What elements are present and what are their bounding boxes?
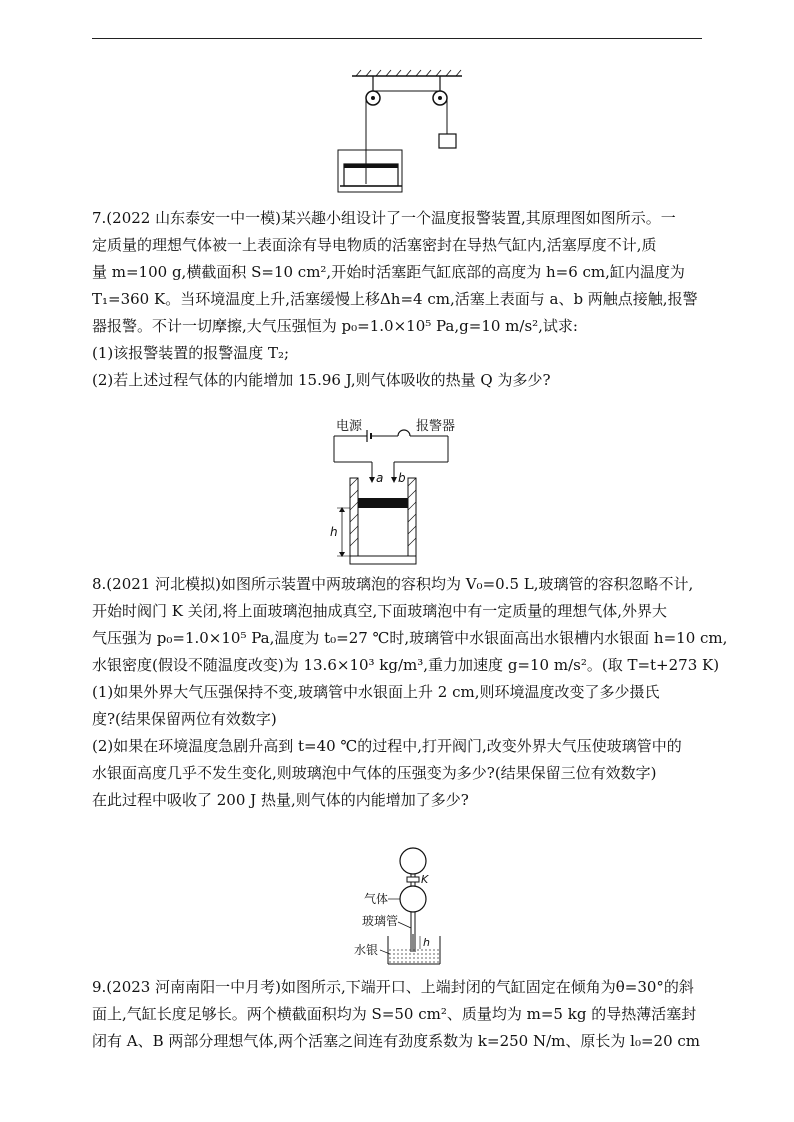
lower-bulb — [400, 886, 426, 912]
upper-bulb — [400, 848, 426, 874]
valve-label: K — [421, 873, 429, 886]
hanging-weight — [439, 134, 456, 148]
glass-tube-label: 玻璃管 — [362, 914, 399, 928]
alarm-label: 报警器 — [416, 419, 456, 434]
contact-b-label: b — [398, 471, 406, 485]
gas-label: 气体 — [364, 892, 389, 906]
power-source-label: 电源 — [336, 419, 363, 434]
header-rule — [92, 38, 702, 39]
question-9: 9.(2023 河南南阳一中月考)如图所示,下端开口、上端封闭的气缸固定在倾角为θ=30°的斜 面上,气缸长度足够长。两个横截面积均为 S=50 cm²、质量均为 m=5 kg 的导热薄活塞封 闭有 A、B 两部分理想气体,两个活塞之间连有劲度系数为 k=250 N/m、原长为 l₀=20 cm — [92, 978, 701, 1050]
question-8: 8.(2021 河北模拟)如图所示装置中两玻璃泡的容积均为 V₀=0.5 L,玻璃管的容积忽略不计, 开始时阀门 K 关闭,将上面玻璃泡抽成真空,下面玻璃泡中有一定质量的理想气体,外界大 气压强为 p₀=1.0×10⁵ Pa,温度为 t₀=27 ℃时,玻璃管中水银面高出水银槽内水银面 h=10 cm, 水银密度(假设不随温度改变)为 13.6×10³ kg/m³,重力加速度 g=10 m/s²。(取 T=t+273 K) (1)如果外界大气压强保持不变,玻璃管中水银面上升 2 cm,则环境温度改变了多少摄氏 度?(结果保留两位有效数字) (2)如果在环境温度急剧升高到 t=40 ℃的过程中,打开阀门,改变外界大气压使玻璃管中的 水银面高度几乎不发生变化,则玻璃泡中气体的压强变为多少?(结果保留三位有效数字) 在此过程中吸收了 200 J 热量,则气体的内能增加了多少? — [92, 575, 728, 809]
contact-a-label: a — [376, 471, 384, 485]
question-7: 7.(2022 山东泰安一中一模)某兴趣小组设计了一个温度报警装置,其原理图如图所示。一 定质量的理想气体被一上表面涂有导电物质的活塞密封在导热气缸内,活塞厚度不计,质 量 m=100 g,横截面积 S=10 cm²,开始时活塞距气缸底部的高度为 h=6 cm,缸内温度为 T₁=360 K。当环境温度上升,活塞缓慢上移Δh=4 cm,活塞上表面与 a、b 两触点接触,报警 器报警。不计一切摩擦,大气压强恒为 p₀=1.0×10⁵ Pa,g=10 m/s²,试求: (1)该报警装置的报警温度 T₂; (2)若上述过程气体的内能增加 15.96 J,则气体吸收的热量 Q 为多少? — [92, 209, 698, 389]
glass-bulb-diagram — [340, 846, 460, 968]
piston — [358, 498, 408, 508]
mercury-height-label: h — [423, 936, 430, 949]
alarm-device-diagram — [320, 416, 480, 566]
pulley-diagram — [330, 66, 480, 202]
valve — [407, 877, 419, 882]
mercury-label: 水银 — [354, 943, 379, 957]
height-label: h — [330, 525, 338, 539]
